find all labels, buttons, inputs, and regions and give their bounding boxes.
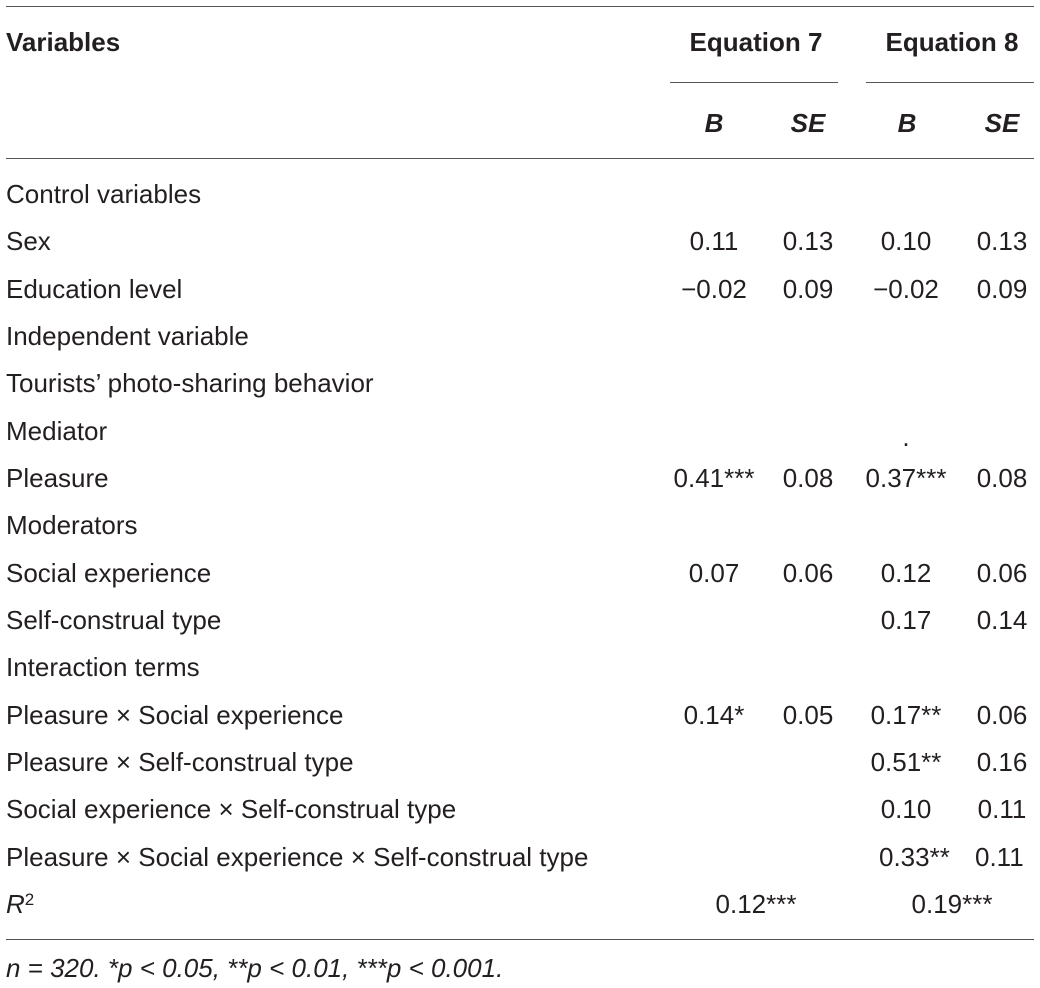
r-squared-sup: 2 — [24, 890, 35, 909]
cell-b8: −0.02 — [873, 274, 939, 304]
r-squared-base: R — [6, 889, 25, 919]
cell-se7: 0.09 — [782, 274, 834, 304]
cell-b8: 0.10 — [880, 794, 932, 824]
header-variables: Variables — [6, 27, 121, 57]
cell-se8: 0.09 — [976, 274, 1028, 304]
cell-se8: 0.11 — [975, 842, 1024, 872]
cell-se7: 0.08 — [782, 463, 834, 493]
header-equation-8: Equation 8 — [885, 27, 1019, 57]
header-rule — [6, 158, 1034, 159]
header-se-eq7: SE — [790, 108, 826, 138]
header-equation-7: Equation 7 — [689, 27, 823, 57]
row-label: Moderators — [6, 510, 138, 540]
row-label: Self-construal type — [6, 605, 222, 635]
row-label: Pleasure × Social experience × Self-construal type — [6, 842, 589, 872]
table-footnote: n = 320. *p < 0.05, **p < 0.01, ***p < 0.001. — [6, 953, 504, 983]
eq8-underline — [866, 82, 1034, 83]
row-label: Independent variable — [6, 321, 249, 351]
eq7-underline — [670, 82, 838, 83]
cell-b8: 0.10 — [880, 226, 932, 256]
cell-b7: 0.14* — [683, 700, 745, 730]
r-squared-eq7: 0.12*** — [715, 889, 797, 919]
cell-se8: 0.16 — [976, 747, 1028, 777]
bottom-rule — [6, 939, 1034, 940]
header-se-eq8: SE — [984, 108, 1020, 138]
header-b-eq8: B — [897, 108, 917, 138]
row-label: Social experience × Self-construal type — [6, 794, 457, 824]
cell-b7: 0.41*** — [673, 463, 755, 493]
cell-se8: 0.13 — [976, 226, 1028, 256]
cell-b8: 0.17 — [880, 605, 932, 635]
row-label: Education level — [6, 274, 183, 304]
cell-b8: 0.37*** — [865, 463, 947, 493]
row-label: Pleasure × Self-construal type — [6, 747, 354, 777]
cell-se8: 0.08 — [976, 463, 1028, 493]
cell-b7: −0.02 — [681, 274, 747, 304]
header-b-eq7: B — [704, 108, 724, 138]
cell-b8: 0.51** — [870, 747, 942, 777]
row-label: Pleasure × Social experience — [6, 700, 344, 730]
top-rule — [6, 6, 1034, 7]
cell-b8: . — [902, 422, 910, 452]
cell-b7: 0.07 — [688, 558, 740, 588]
cell-se8: 0.06 — [976, 700, 1028, 730]
row-label: Pleasure — [6, 463, 109, 493]
row-label: Mediator — [6, 416, 108, 446]
cell-b7: 0.11 — [689, 226, 739, 256]
cell-se8: 0.11 — [977, 794, 1027, 824]
row-label: Social experience — [6, 558, 212, 588]
row-label: Interaction terms — [6, 652, 200, 682]
cell-se8: 0.14 — [976, 605, 1028, 635]
r-squared-eq8: 0.19*** — [911, 889, 993, 919]
cell-se8: 0.06 — [976, 558, 1028, 588]
cell-b8: 0.12 — [880, 558, 932, 588]
row-label: Control variables — [6, 179, 202, 209]
row-label: Sex — [6, 226, 51, 256]
cell-se7: 0.06 — [782, 558, 834, 588]
row-label: Tourists’ photo-sharing behavior — [6, 368, 374, 398]
cell-b8: 0.17** — [870, 700, 942, 730]
cell-b8: 0.33** — [879, 842, 950, 872]
r-squared-label — [6, 889, 34, 919]
cell-se7: 0.05 — [782, 700, 834, 730]
cell-se7: 0.13 — [782, 226, 834, 256]
